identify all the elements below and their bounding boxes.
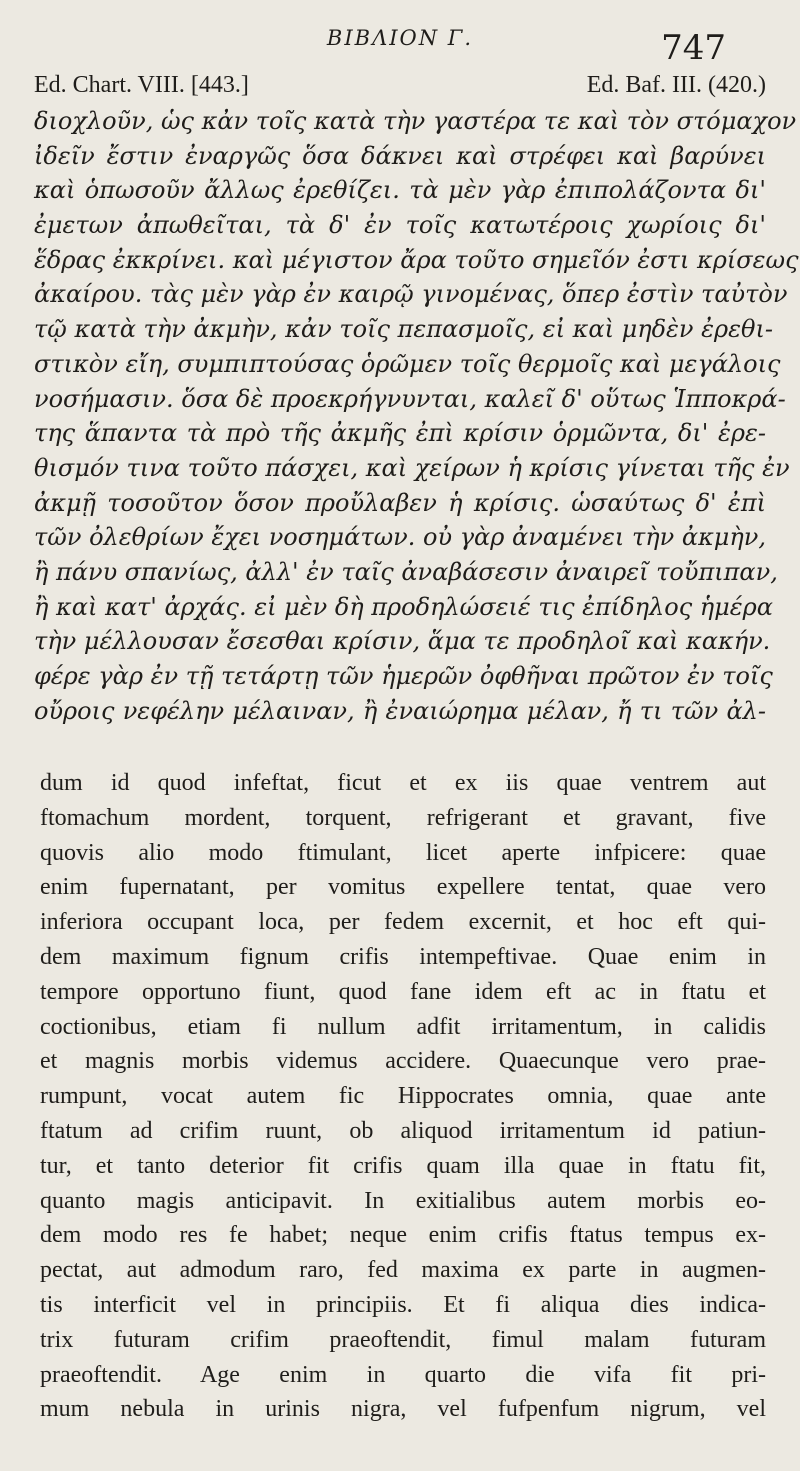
greek-text-block [34, 104, 799, 728]
running-head [34, 0, 766, 72]
text-line: ἰδεῖν ἔστιν ἐναργῶς ὅσα δάκνει καὶ στρέφει καὶ βαρύνει [34, 141, 766, 170]
latin-text-block [40, 766, 766, 1427]
text-line: ἢ καὶ κατ' ἀρχάς. εἰ μὲν δὴ προδηλώσειέ τις ἐπίδηλος ἡμέρα [34, 592, 773, 621]
text-line: inferiora occupant loca, per fedem excernit, et hoc eft qui- [40, 909, 766, 936]
text-line: ἢ πάνυ σπανίως, ἀλλ' ἐν ταῖς ἀναβάσεσιν ἀναιρεῖ τοὔπιπαν, [34, 557, 778, 586]
text-line: οὔροις νεφέλην μέλαιναν, ἢ ἐναιώρημα μέλαν, ἤ τι τῶν ἀλ- [34, 696, 766, 725]
text-line: dum id quod infeftat, ficut et ex iis quae ventrem aut [40, 770, 766, 796]
text-line: ἀκαίρου. τὰς μὲν γὰρ ἐν καιρῷ γινομένας, ὅπερ ἐστὶν ταὐτὸν [34, 280, 788, 309]
text-line: ftomachum mordent, torquent, refrigerant et gravant, five [40, 804, 766, 831]
text-line: rumpunt, vocat autem fic Hippocrates omnia, quae ante [40, 1083, 766, 1110]
text-line: διοχλοῦν, ὡς κἀν τοῖς κατὰ τὴν γαστέρα τε καὶ τὸν στόμαχον [34, 107, 797, 135]
text-line: tempore opportuno fiunt, quod fane idem eft ac in ftatu et [40, 978, 766, 1005]
text-line: coctionibus, etiam fi nullum adfit irritamentum, in calidis [40, 1013, 766, 1040]
text-line: trix futuram crifim praeoftendit, fimul malam futuram [40, 1326, 766, 1353]
text-line: θισμόν τινα τοῦτο πάσχει, καὶ χείρων ἡ κρίσις γίνεται τῆς ἐν [34, 453, 790, 482]
text-line: quanto magis anticipavit. In exitialibus autem morbis eo- [40, 1187, 766, 1214]
text-line: ftatum ad crifim ruunt, ob aliquod irritamentum id patiun- [40, 1117, 766, 1144]
text-line: dem maximum fignum crifis intempeftivae. Quae enim in [40, 943, 766, 970]
text-line: tis interficit vel in principiis. Et fi aliqua dies indica- [40, 1291, 766, 1318]
page-number: 747 [661, 28, 726, 68]
text-line: et magnis morbis videmus accidere. Quaecunque vero prae- [40, 1048, 766, 1075]
text-line: στικὸν εἴη, συμπιπτούσας ὁρῶμεν τοῖς θερμοῖς καὶ μεγάλοις [34, 349, 781, 378]
text-line: φέρε γὰρ ἐν τῇ τετάρτῃ τῶν ἡμερῶν ὀφθῆναι πρῶτον ἐν τοῖς [34, 662, 773, 690]
book-title: ΒΙΒΛΙΟΝ Γ. [326, 26, 474, 50]
text-line: τῶν ὀλεθρίων ἔχει νοσημάτων. οὐ γὰρ ἀναμένει τὴν ἀκμὴν, [34, 523, 766, 552]
text-line: enim fupernatant, per vomitus expellere tentat, quae vero [40, 874, 766, 901]
edition-right: Ed. Baf. III. (420.) [586, 72, 766, 98]
text-line: tur, et tanto deterior fit crifis quam illa quae in ftatu fit, [40, 1152, 766, 1179]
text-line: ἀκμῇ τοσοῦτον ὅσον προὔλαβεν ἡ κρίσις. ὡσαύτως δ' ἐπὶ [34, 488, 766, 517]
text-line: της ἅπαντα τὰ πρὸ τῆς ἀκμῆς ἐπὶ κρίσιν ὁρμῶντα, δι' ἐρε- [34, 419, 766, 448]
edition-left: Ed. Chart. VIII. [443.] [34, 72, 249, 98]
text-line: καὶ ὁπωσοῦν ἄλλως ἐρεθίζει. τὰ μὲν γὰρ ἐπιπολάζοντα δι' [34, 176, 766, 205]
text-line: dem modo res fe habet; neque enim crifis ftatus tempus ex- [40, 1222, 766, 1249]
text-line: mum nebula in urinis nigra, vel fufpenfum nigrum, vel [40, 1396, 766, 1423]
text-line: τὴν μέλλουσαν ἔσεσθαι κρίσιν, ἅμα τε προδηλοῖ καὶ κακήν. [34, 627, 771, 656]
text-line: ἐμετων ἀπωθεῖται, τὰ δ' ἐν τοῖς κατωτέροις χωρίοις δι' [34, 211, 766, 240]
text-line: νοσήμασιν. ὅσα δὲ προεκρήγνυνται, καλεῖ δ' οὕτως Ἱπποκρά- [34, 384, 786, 413]
text-line: τῷ κατὰ τὴν ἀκμὴν, κἀν τοῖς πεπασμοῖς, εἰ καὶ μηδὲν ἐρεθι- [34, 315, 773, 344]
text-line: praeoftendit. Age enim in quarto die vifa fit pri- [40, 1361, 766, 1388]
edition-references [34, 72, 766, 99]
text-line: quovis alio modo ftimulant, licet aperte infpicere: quae [40, 839, 766, 866]
text-line: pectat, aut admodum raro, fed maxima ex parte in augmen- [40, 1257, 766, 1284]
text-line: ἕδρας ἐκκρίνει. καὶ μέγιστον ἄρα τοῦτο σημεῖόν ἐστι κρίσεως [34, 245, 799, 274]
